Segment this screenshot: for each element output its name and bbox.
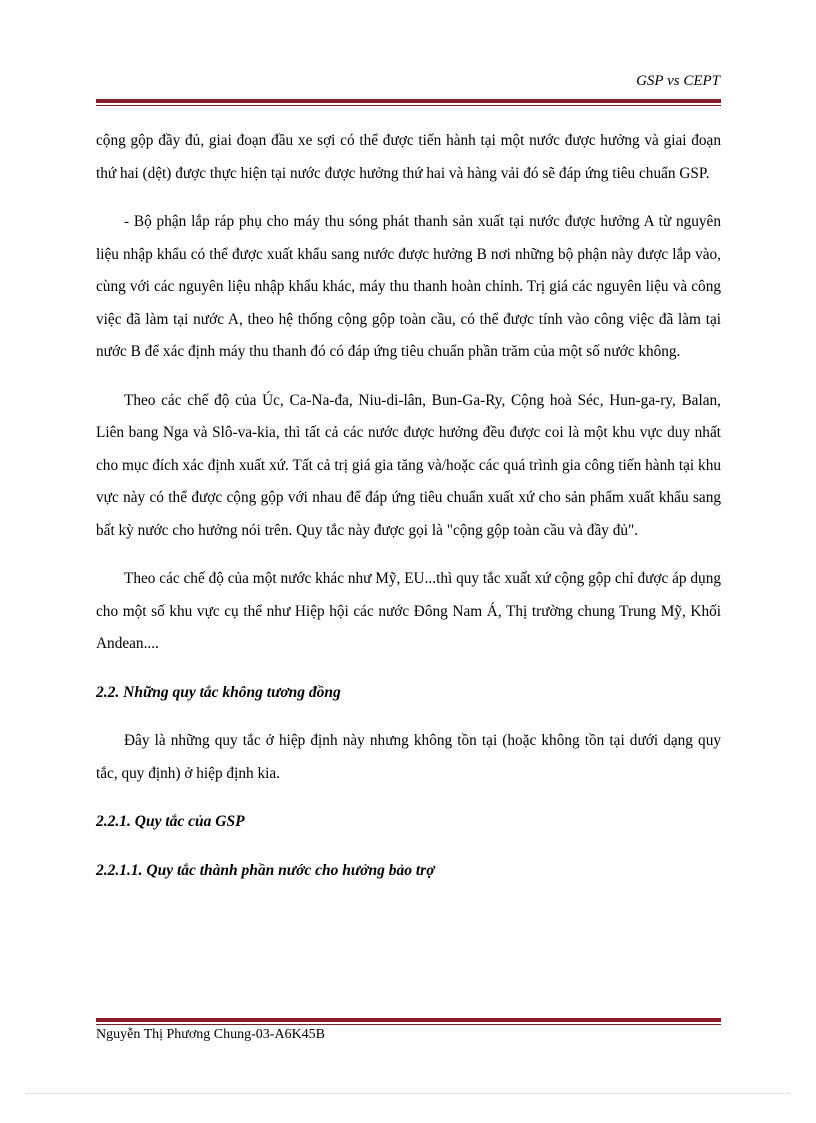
- paragraph: - Bộ phận lắp ráp phụ cho máy thu sóng phát thanh sản xuất tại nước được hưởng A từ nguyên liệu nhập khẩu có thể được xuất khẩu sang nước được hưởng B nơi những bộ phận này được lắp vào, cùng với các nguyên liệu nhập khẩu khác, máy thu thanh hoàn chỉnh. Trị giá các nguyên liệu và công việc đã làm tại nước A, theo hệ thống cộng gộp toàn cầu, có thể được tính vào công việc đã làm tại nước B để xác định máy thu thanh đó có đáp ứng tiêu chuẩn phần trăm của một số nước không.: [96, 213, 721, 360]
- subsubsection-heading: 2.2.1.1. Quy tắc thành phần nước cho hưởng bảo trợ: [96, 861, 435, 879]
- section-heading: 2.2. Những quy tắc không tương đồng: [96, 683, 341, 701]
- document-body: [96, 125, 721, 887]
- page-edge-divider: [26, 1093, 790, 1094]
- paragraph: Theo các chế độ của Úc, Ca-Na-đa, Niu-di-lân, Bun-Ga-Ry, Cộng hoà Séc, Hun-ga-ry, Balan, Liên bang Nga và Slô-va-kia, thì tất cả các nước được hưởng đều được coi là một khu vực duy nhất cho mục đích xác định xuất xứ. Tất cả trị giá gia tăng và/hoặc các quá trình gia công tiến hành tại khu vực này có thể được cộng gộp với nhau để đáp ứng tiêu chuẩn xuất xứ cho sản phẩm xuất khẩu sang bất kỳ nước cho hưởng nói trên. Quy tắc này được gọi là "cộng gộp toàn cầu và đầy đủ".: [96, 391, 721, 539]
- page-header-title: GSP vs CEPT: [636, 73, 720, 89]
- paragraph: cộng gộp đầy đủ, giai đoạn đầu xe sợi có thể được tiến hành tại một nước được hưởng và giai đoạn thứ hai (dệt) được thực hiện tại nước được hưởng thứ hai và hàng vải đó sẽ đáp ứng tiêu chuẩn GSP.: [96, 132, 721, 182]
- subsection-heading: 2.2.1. Quy tắc của GSP: [96, 813, 245, 830]
- paragraph: Đây là những quy tắc ở hiệp định này nhưng không tồn tại (hoặc không tồn tại dưới dạng quy tắc, quy định) ở hiệp định kia.: [96, 732, 721, 782]
- header-divider: [96, 99, 721, 106]
- footer-author: Nguyễn Thị Phương Chung-03-A6K45B: [96, 1027, 326, 1042]
- paragraph: Theo các chế độ của một nước khác như Mỹ, EU...thì quy tắc xuất xứ cộng gộp chỉ được áp dụng cho một số khu vực cụ thể như Hiệp hội các nước Đông Nam Á, Thị trường chung Trung Mỹ, Khối Andean....: [96, 570, 721, 652]
- footer-divider: [96, 1018, 721, 1025]
